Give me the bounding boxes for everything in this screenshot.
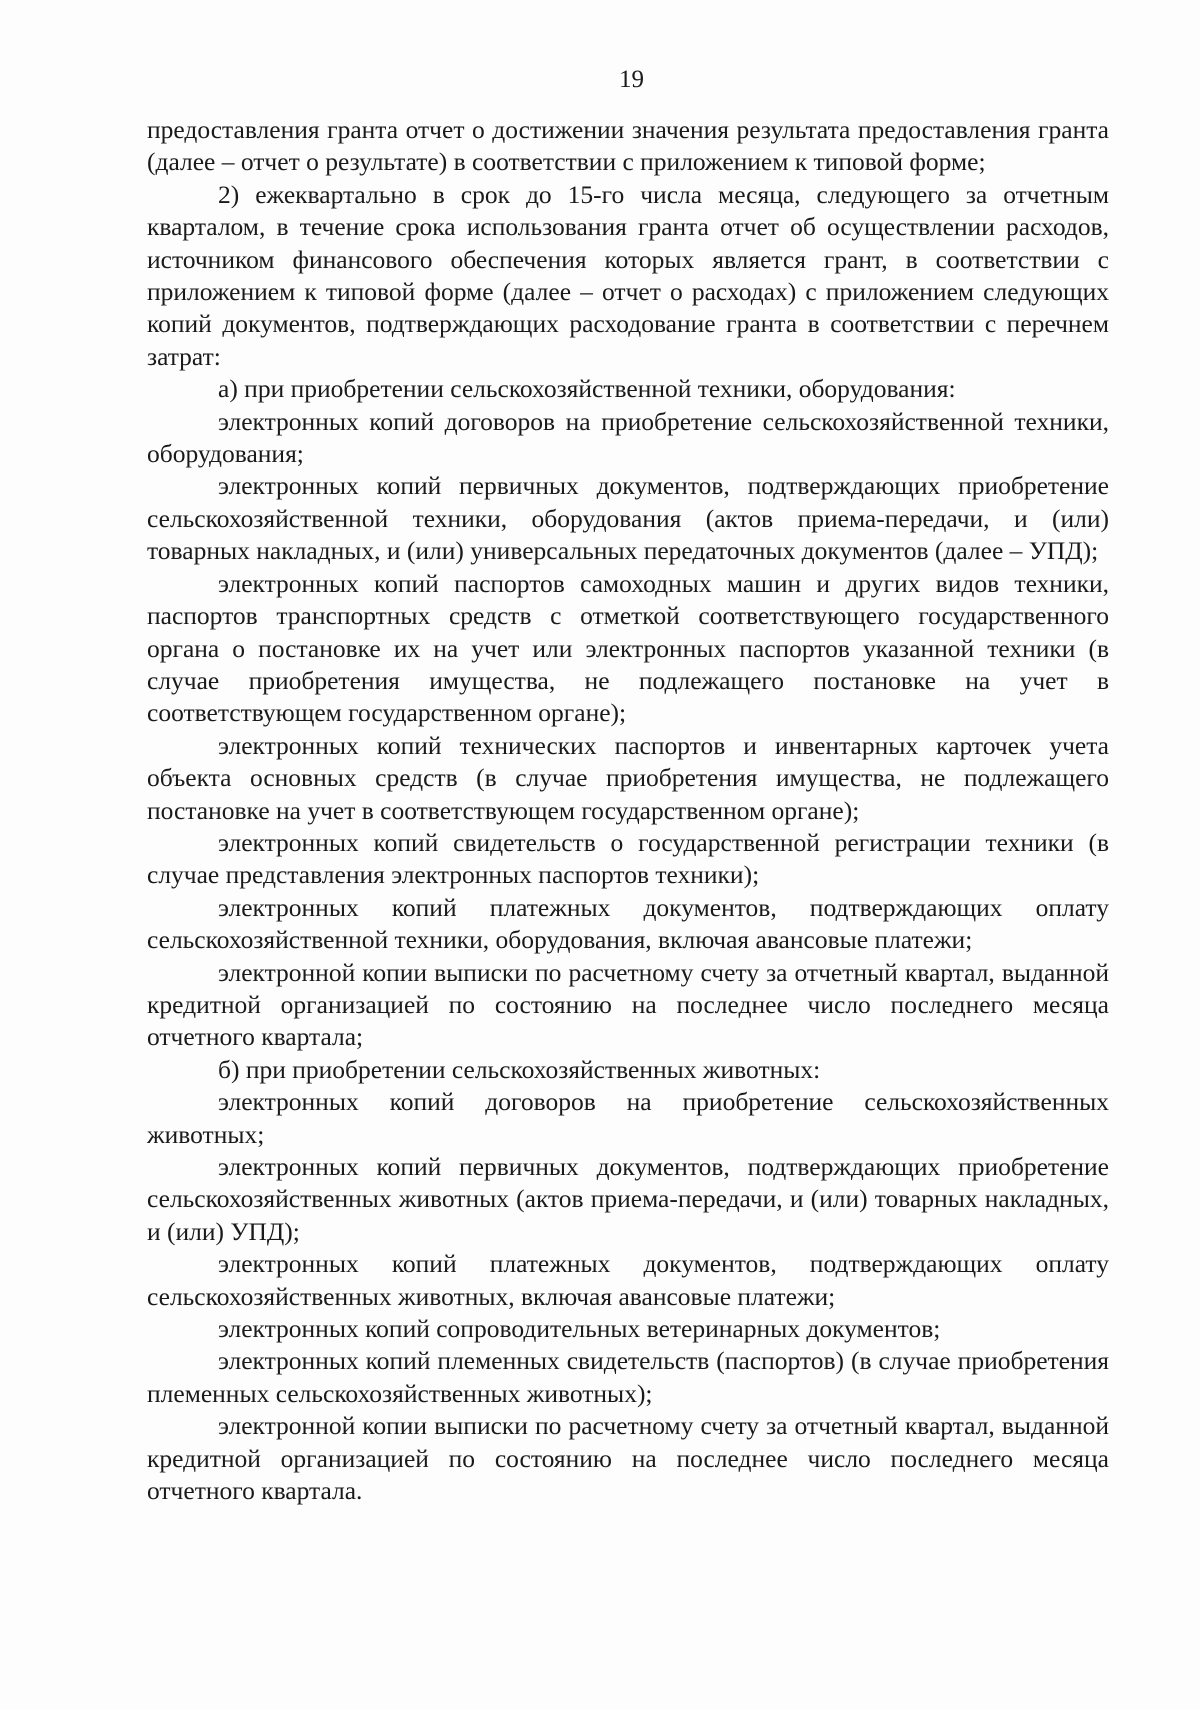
paragraph: электронных копий договоров на приобретение сельскохозяйственных животных; [147,1087,1109,1149]
paragraph: электронных копий паспортов самоходных машин и других видов техники, паспортов транспортных средств с отметкой соответствующего государственного органа о постановке их на учет или электронных паспортов указанной техники (в случае приобретения имущества, не подлежащего постановке на учет в соответствующем государственном органе); [147,568,1109,728]
paragraph: электронных копий платежных документов, подтверждающих оплату сельскохозяйственных животных, включая авансовые платежи; [147,1249,1109,1311]
paragraph-item-2: 2) ежеквартально в срок до 15-го числа месяца, следующего за отчетным кварталом, в течение срока использования гранта отчет об осуществлении расходов, источником финансового обеспечения которых является грант, в соответствии с приложением к типовой форме (далее – отчет о расходах) с приложением следующих копий документов, подтверждающих расходование гранта в соответствии с перечнем затрат: [147,179,1109,371]
paragraph: электронных копий сопроводительных ветеринарных документов; [218,1314,941,1344]
paragraph: электронной копии выписки по расчетному счету за отчетный квартал, выданной кредитной организацией по состоянию на последнее число последнего месяца отчетного квартала; [147,957,1109,1052]
paragraph: электронных копий платежных документов, подтверждающих оплату сельскохозяйственной техники, оборудования, включая авансовые платежи; [147,892,1109,955]
paragraph: электронных копий первичных документов, подтверждающих приобретение сельскохозяйственных животных (актов приема-передачи, и (или) товарных накладных, и (или) УПД); [147,1152,1109,1246]
paragraph-subitem-a: а) при приобретении сельскохозяйственной техники, оборудования: [218,374,956,404]
document-body [147,114,1109,1507]
page-number: 19 [619,66,644,93]
paragraph: электронных копий технических паспортов и инвентарных карточек учета объекта основных средств (в случае приобретения имущества, не подлежащего постановке на учет в соответствующем государственном органе); [147,730,1109,825]
paragraph-subitem-b: б) при приобретении сельскохозяйственных животных: [218,1054,821,1084]
paragraph: электронных копий договоров на приобретение сельскохозяйственной техники, оборудования; [147,406,1109,469]
paragraph: электронных копий первичных документов, подтверждающих приобретение сельскохозяйственной техники, оборудования (актов приема-передачи, и (или) товарных накладных, и (или) универсальных передаточных документов (далее – УПД); [147,471,1109,566]
paragraph-continuation: предоставления гранта отчет о достижении значения результата предоставления гранта (далее – отчет о результате) в соответствии с приложением к типовой форме; [147,115,1109,177]
paragraph: электронных копий свидетельств о государственной регистрации техники (в случае представления электронных паспортов техники); [147,827,1109,890]
paragraph: электронной копии выписки по расчетному счету за отчетный квартал, выданной кредитной организацией по состоянию на последнее число последнего месяца отчетного квартала. [147,1411,1109,1506]
paragraph: электронных копий племенных свидетельств (паспортов) (в случае приобретения племенных сельскохозяйственных животных); [147,1346,1109,1408]
